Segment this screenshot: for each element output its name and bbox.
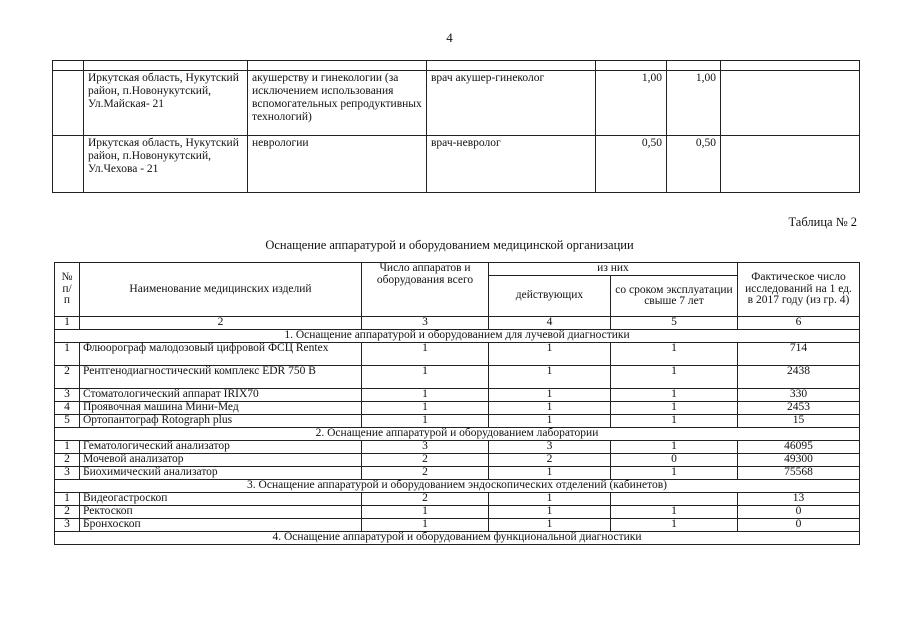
col-number: 2 <box>80 317 362 330</box>
section-row <box>55 330 860 343</box>
column-numbers-row <box>55 317 860 330</box>
header-active: действующих <box>489 276 611 317</box>
header-count: Число аппаратов и оборудования всего <box>362 263 489 317</box>
profile-cell: акушерству и гинекологии (за исключением использования вспомогательных репродуктивных технологий) <box>248 71 427 136</box>
table-title: Оснащение аппаратурой и оборудованием медицинской организации <box>265 238 634 252</box>
section-row <box>55 428 860 441</box>
header-fact: Фактическое число исследований на 1 ед. в 2017 году (из гр. 4) <box>738 263 860 317</box>
section-row <box>55 480 860 493</box>
table-header-row <box>55 263 860 276</box>
table-row: 5 Ортопантограф Rotograph plus 1 1 1 15 <box>55 415 860 428</box>
staff-table-continuation <box>52 60 860 193</box>
col-number: 3 <box>362 317 489 330</box>
table-row: 1 Видеогастроскоп 2 1 13 <box>55 493 860 506</box>
section-title: 2. Оснащение аппаратурой и оборудованием лаборатории <box>55 428 860 441</box>
table-row: 2 Ректоскоп 1 1 1 0 <box>55 506 860 519</box>
section-row <box>55 532 860 545</box>
profile-cell: неврологии <box>248 136 427 193</box>
table-row: 2 Мочевой анализатор 2 2 0 49300 <box>55 454 860 467</box>
equipment-table <box>54 262 860 545</box>
col-number: 5 <box>611 317 738 330</box>
table-row: 4 Проявочная машина Мини-Мед 1 1 1 2453 <box>55 402 860 415</box>
header-num: № п/ п <box>55 263 80 317</box>
value-cell: 1,00 <box>596 71 667 136</box>
table-row: 1 Флюорограф малодозовый цифровой ФСЦ Rentex 1 1 1 714 <box>55 343 860 366</box>
table-row <box>53 61 860 71</box>
table-row: 3 Биохимический анализатор 2 1 1 75568 <box>55 467 860 480</box>
header-name: Наименование медицинских изделий <box>80 263 362 317</box>
col-number: 6 <box>738 317 860 330</box>
col-number: 4 <box>489 317 611 330</box>
col-number: 1 <box>55 317 80 330</box>
address-cell: Иркутская область, Нукутский район, п.Новонукутский, Ул.Майская- 21 <box>84 71 248 136</box>
position-cell: врач-невролог <box>427 136 596 193</box>
table-row <box>53 136 860 193</box>
section-title: 1. Оснащение аппаратурой и оборудованием для лучевой диагностики <box>55 330 860 343</box>
header-of-them: из них <box>489 263 738 276</box>
value-cell: 1,00 <box>667 71 721 136</box>
table-row <box>53 71 860 136</box>
page-number: 4 <box>446 30 453 45</box>
table-row: 2 Рентгенодиагностический комплекс EDR 750 В 1 1 1 2438 <box>55 366 860 389</box>
position-cell: врач акушер-гинеколог <box>427 71 596 136</box>
value-cell: 0,50 <box>596 136 667 193</box>
table-row: 3 Бронхоскоп 1 1 1 0 <box>55 519 860 532</box>
section-title: 3. Оснащение аппаратурой и оборудованием эндоскопических отделений (кабинетов) <box>55 480 860 493</box>
table-label: Таблица № 2 <box>788 215 857 229</box>
value-cell: 0,50 <box>667 136 721 193</box>
header-old: со сроком эксплуатации свыше 7 лет <box>611 276 738 317</box>
table-row: 1 Гематологический анализатор 3 3 1 46095 <box>55 441 860 454</box>
address-cell: Иркутская область, Нукутский район, п.Новонукутский, Ул.Чехова - 21 <box>84 136 248 193</box>
section-title: 4. Оснащение аппаратурой и оборудованием функциональной диагностики <box>55 532 860 545</box>
table-row: 3 Стоматологический аппарат IRIX70 1 1 1 330 <box>55 389 860 402</box>
